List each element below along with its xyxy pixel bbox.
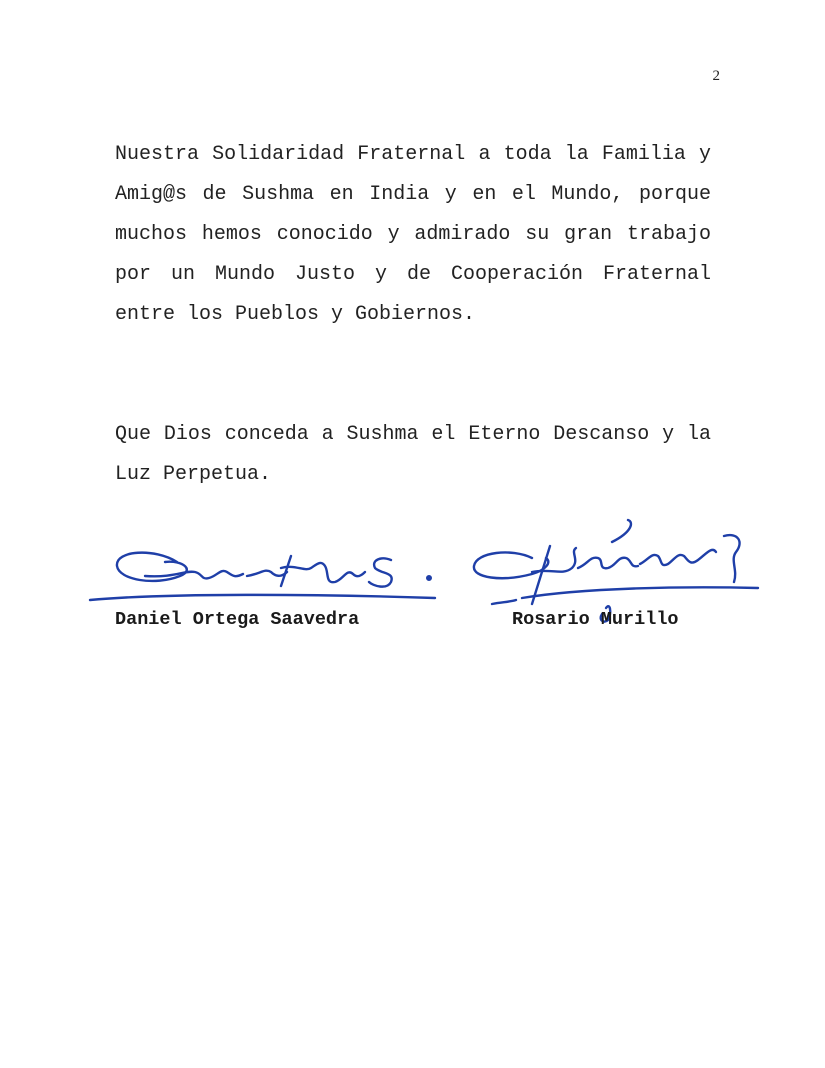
signer-name-daniel-ortega: Daniel Ortega Saavedra [115, 609, 360, 630]
letter-paragraph-2: Que Dios conceda a Sushma el Eterno Descanso y la Luz Perpetua. [115, 423, 711, 486]
page-number: 2 [712, 68, 720, 84]
signer-name-rosario-murillo: Rosario Murillo [512, 609, 679, 630]
signature-daniel-ortega [85, 538, 445, 608]
letter-paragraph-1: Nuestra Solidaridad Fraternal a toda la Familia y Amig@s de Sushma en India y en el Mundo, porque muchos hemos conocido y admirado su gran trabajo por un Mundo Justo y de Cooperación Fraternal entre los Pueblos y Gobiernos. [115, 143, 711, 326]
